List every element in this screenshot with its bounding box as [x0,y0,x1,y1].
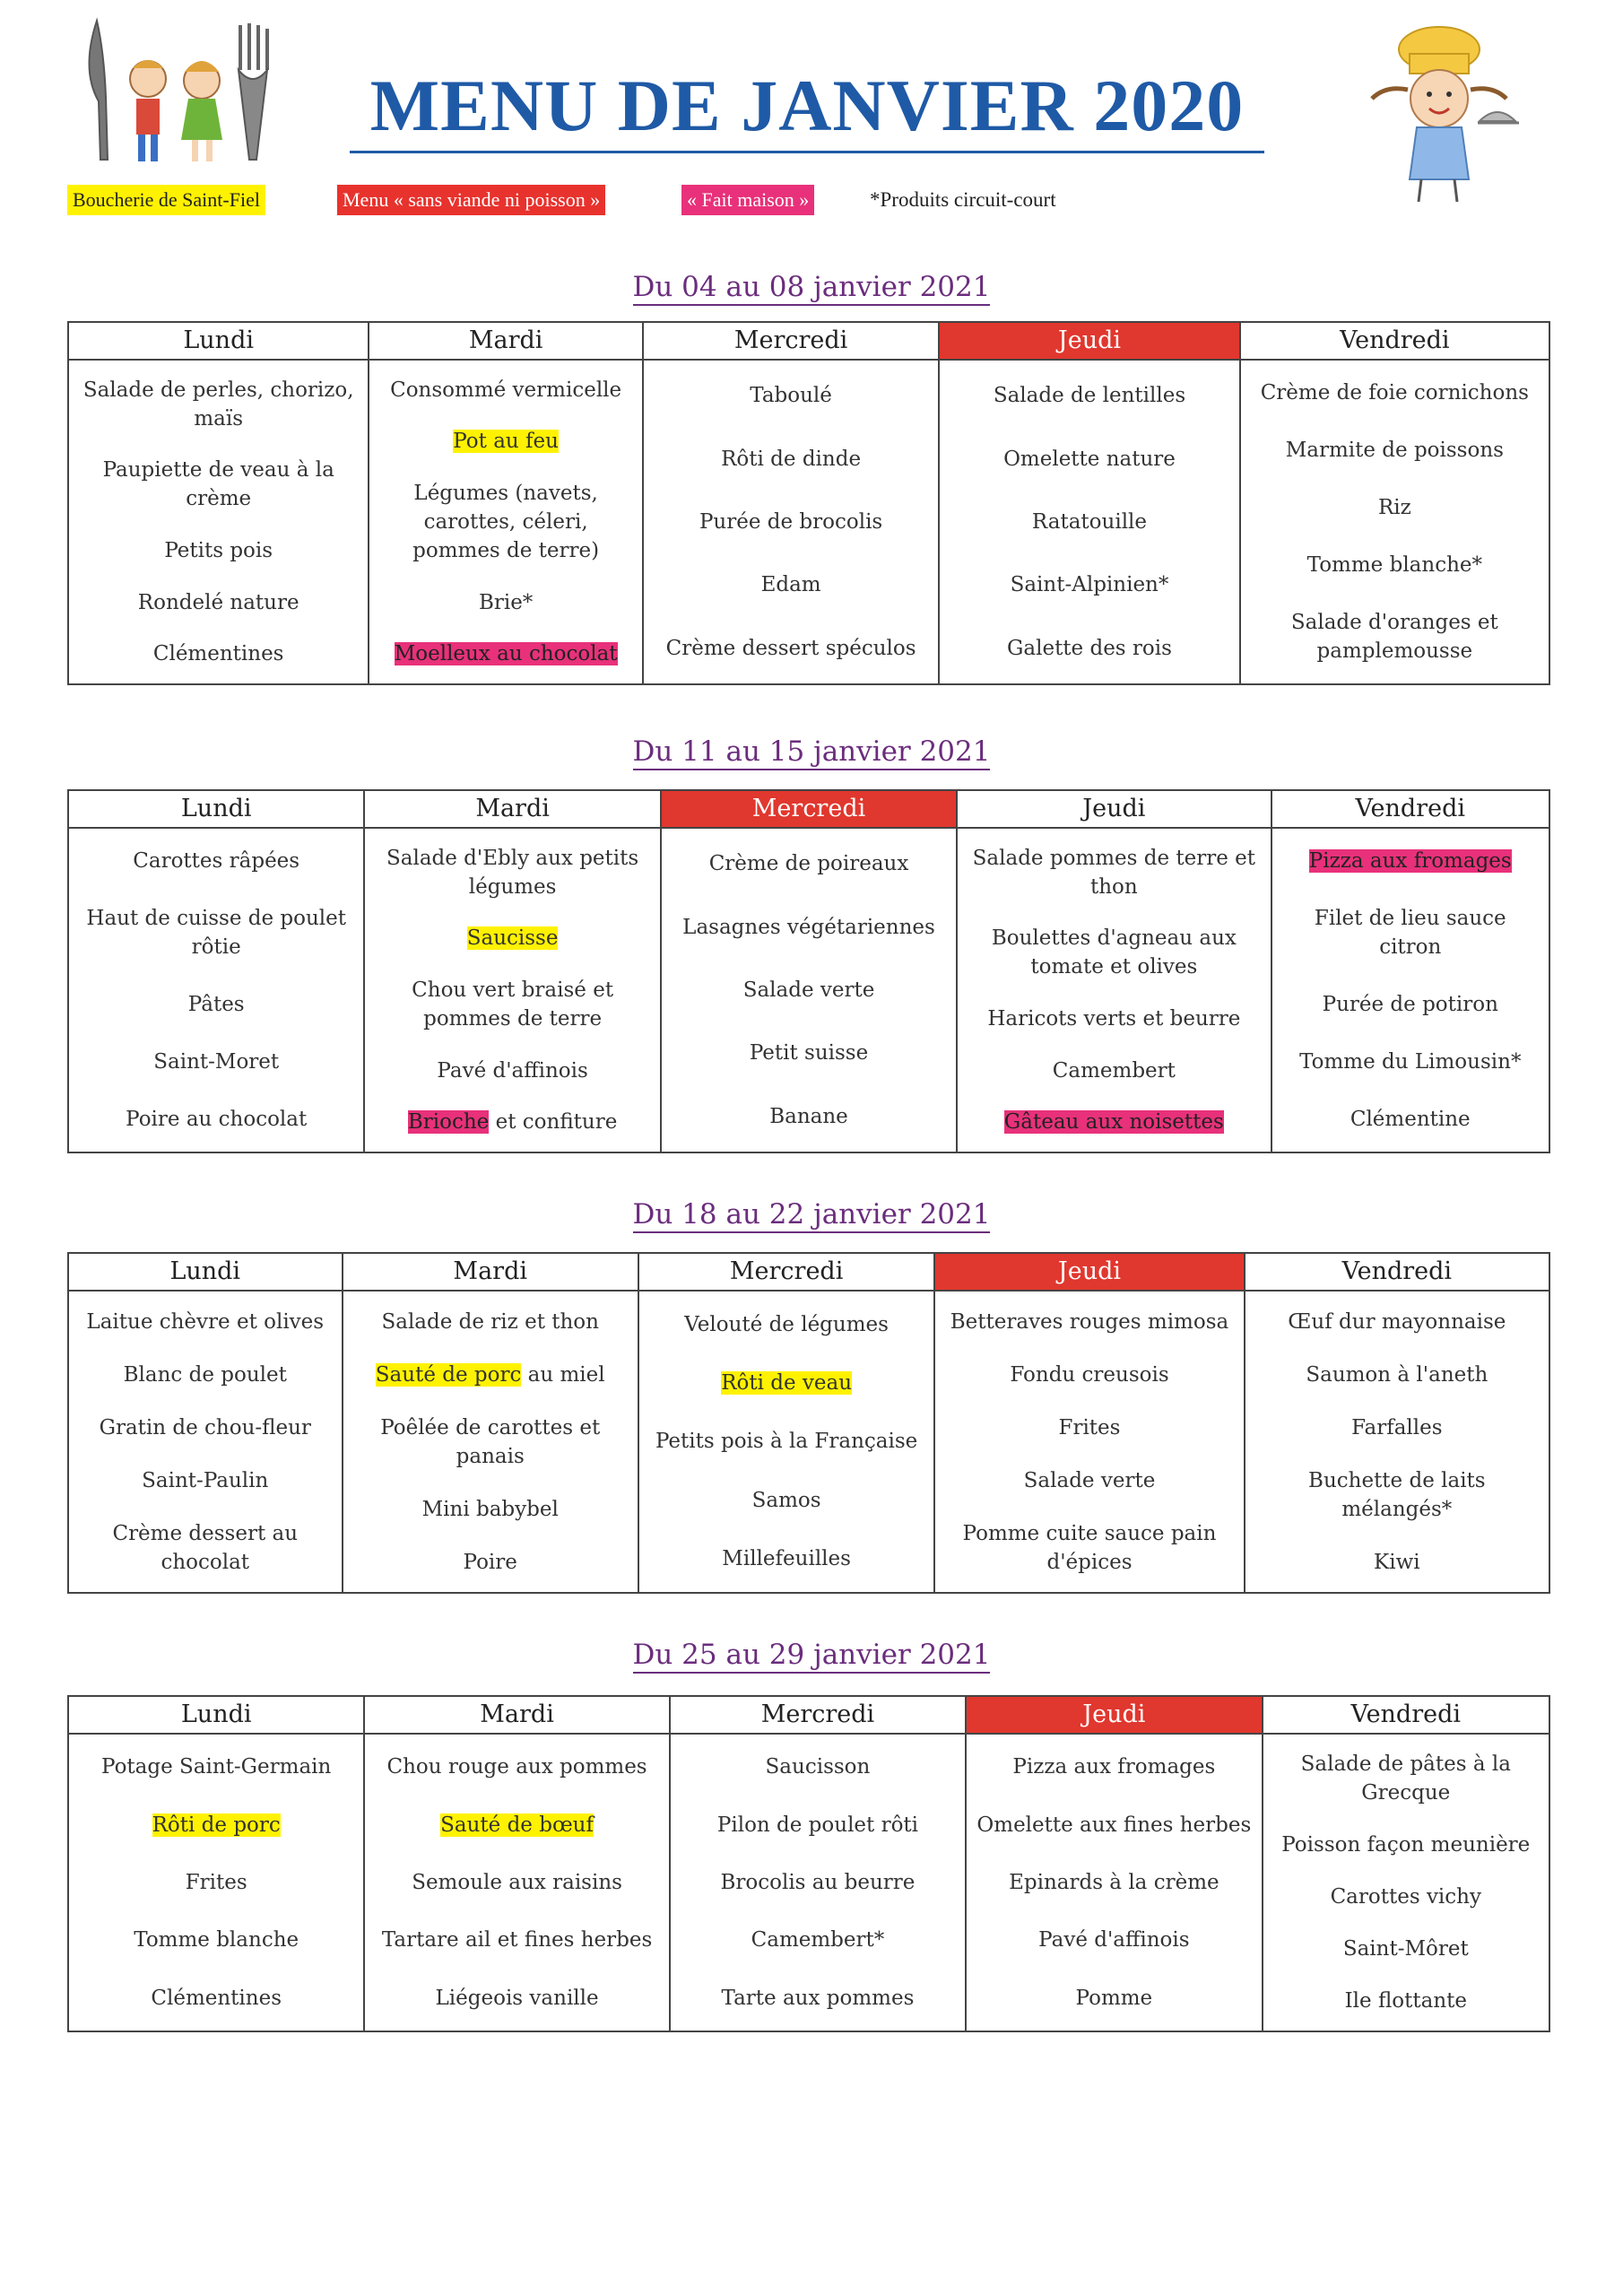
menu-item-text: Saint-Moret [153,1050,280,1074]
menu-item [967,924,1261,981]
day-items [1272,829,1549,1152]
menu-item-text: Frites [1058,1415,1121,1439]
legend-homemade: « Fait maison » [681,185,814,215]
day-column [69,323,369,683]
menu-item [352,1308,629,1336]
menu-item [1250,551,1540,579]
day-column [69,791,365,1152]
day-header: Mercredi [644,323,938,361]
menu-item [944,1519,1234,1577]
day-column [365,791,661,1152]
day-header: Mardi [365,1697,668,1735]
menu-item-text: Betteraves rouges mimosa [950,1309,1229,1334]
homemade-highlight: Pizza aux fromages [1308,849,1512,873]
menu-item [78,1361,333,1389]
day-items [1241,361,1549,683]
menu-item-text: Liégeois vanille [435,1986,599,2010]
menu-item [967,1108,1261,1136]
menu-item [78,1519,333,1577]
menu-item-text: Gratin de chou-fleur [99,1415,311,1439]
menu-item [78,1811,354,1839]
menu-item [949,508,1229,536]
day-items [1245,1292,1549,1592]
menu-item-text: Salade de perles, chorizo, maïs [82,378,354,430]
menu-item-text: Pilon de poulet rôti [716,1813,919,1837]
day-items [671,1735,965,2031]
menu-item-text: Camembert [1052,1058,1176,1083]
menu-item [374,1811,659,1839]
day-column [1263,1697,1549,2031]
menu-item [1254,1413,1540,1442]
menu-item-text: et confiture [489,1110,618,1135]
menu-item [1281,1048,1541,1076]
menu-item [949,445,1229,474]
week-title [0,1639,1623,1671]
menu-item-text: Carottes râpées [133,849,300,873]
kids-cutlery-illustration [72,16,278,169]
menu-item-text: Marmite de poissons [1285,439,1504,462]
legend-local: *Produits circuit-court [870,188,1056,211]
menu-item [680,1984,956,2013]
menu-item [976,1926,1252,1954]
menu-item [976,1868,1252,1897]
menu-item-text: Clémentines [152,642,284,666]
day-items [343,1292,638,1592]
day-header: Jeudi [958,791,1270,829]
menu-item-text: Filet de lieu sauce citron [1314,907,1506,959]
menu-item-text: Velouté de légumes [684,1312,889,1336]
menu-item-text: Salade d'Ebly aux petits légumes [386,846,639,899]
menu-item [374,1984,659,2013]
day-header: Mardi [343,1254,638,1292]
menu-item-text: Crème dessert au chocolat [112,1521,299,1574]
menu-item-text: Ile flottante [1344,1989,1467,2013]
menu-item [374,1752,659,1781]
day-header: Mercredi [639,1254,933,1292]
menu-item [976,1752,1252,1781]
day-column [662,791,958,1152]
menu-item [1272,1935,1540,1963]
day-items [69,361,368,683]
menu-item [1250,378,1540,407]
menu-item [680,1868,956,1897]
legend-butcher: Boucherie de Saint-Fiel [67,185,265,215]
menu-item [78,536,359,565]
menu-item-text: Petits pois à la Française [655,1430,918,1454]
day-items [369,361,642,683]
day-items [662,829,956,1152]
day-header: Vendredi [1263,1697,1549,1735]
day-column [369,323,644,683]
menu-item-text: Omelette aux fines herbes [976,1813,1252,1837]
menu-item [78,847,354,875]
menu-item [976,1984,1252,2013]
page-title: MENU DE JANVIER 2020 [350,63,1264,153]
menu-item-text: Légumes (navets, carottes, céleri, pommes de terre) [412,481,600,562]
menu-item-text: Laitue chèvre et olives [86,1309,325,1334]
menu-item [374,1108,650,1136]
butcher-highlight: Sauté de bœuf [440,1813,595,1837]
menu-item [949,570,1229,599]
menu-item-text: Semoule aux raisins [412,1870,622,1894]
menu-item [671,976,947,1004]
menu-item [78,376,359,433]
menu-item-text: Crème de foie cornichons [1260,381,1529,404]
menu-item-text: Pomme cuite sauce pain d'épices [962,1521,1217,1574]
menu-item [352,1361,629,1389]
menu-item-text: Edam [760,573,821,597]
menu-item-text: Crème dessert spéculos [665,636,916,660]
menu-item [671,913,947,942]
menu-item-text: Haut de cuisse de poulet rôtie [86,907,346,959]
menu-item-text: Petits pois [164,538,273,562]
menu-item-text: Tomme blanche* [1306,553,1483,577]
menu-item-text: Frites [185,1870,247,1894]
day-header: Lundi [69,791,363,829]
menu-item [374,844,650,901]
menu-item [653,570,929,599]
menu-item-text: Epinards à la crème [1009,1870,1219,1894]
menu-item [680,1926,956,1954]
menu-item [1254,1361,1540,1389]
day-column [69,1697,365,2031]
day-items [644,361,938,683]
week-table [67,789,1550,1153]
menu-item-text: Saint-Paulin [142,1468,269,1492]
butcher-highlight: Saucisse [466,926,559,951]
menu-item-text: au miel [521,1362,605,1387]
day-column [365,1697,670,2031]
menu-item [976,1811,1252,1839]
week-title-text: Du 25 au 29 janvier 2021 [633,1639,991,1674]
menu-item-text: Galette des rois [1007,636,1172,660]
menu-item-text: Crème de poireaux [708,852,909,876]
day-header: Vendredi [1241,323,1549,361]
menu-item-text: Clémentines [151,1986,282,2010]
menu-item-text: Banane [769,1104,848,1128]
menu-item [1254,1308,1540,1336]
menu-item [1250,608,1540,665]
butcher-highlight: Pot au feu [453,430,559,454]
menu-item [78,904,354,961]
day-column [69,1254,343,1592]
menu-item-text: Saint-Alpinien* [1010,573,1169,597]
menu-item [78,588,359,617]
menu-item [648,1427,924,1456]
menu-item-text: Camembert* [751,1928,885,1952]
day-column [1272,791,1549,1152]
legend-vegetarian: Menu « sans viande ni poisson » [337,185,605,215]
day-header: Jeudi [935,1254,1243,1292]
menu-item-text: Rondelé nature [137,590,299,614]
menu-item [653,381,929,410]
menu-item [1254,1466,1540,1524]
menu-item [78,1308,333,1336]
menu-item [378,588,633,617]
menu-item [78,1868,354,1897]
menu-item-text: Poire au chocolat [126,1108,308,1131]
day-items [69,1735,363,2031]
day-header: Mardi [369,323,642,361]
week-title [0,735,1623,768]
menu-item [78,1105,354,1134]
menu-item-text: Haricots verts et beurre [987,1006,1241,1031]
day-header: Lundi [69,1697,363,1735]
menu-item [648,1310,924,1339]
menu-item-text: Salade de riz et thon [381,1309,599,1334]
week-title-text: Du 11 au 15 janvier 2021 [633,735,991,770]
menu-item [78,990,354,1019]
menu-item-text: Poisson façon meunière [1281,1833,1531,1857]
menu-item [78,1984,354,2013]
day-items [69,1292,342,1592]
menu-item [967,1004,1261,1033]
menu-item [374,976,650,1033]
menu-item-text: Taboulé [750,384,832,408]
menu-item [78,639,359,668]
menu-item [653,508,929,536]
day-column [940,323,1240,683]
day-header: Mardi [365,791,659,829]
menu-item-text: Salade verte [742,978,875,1002]
menu-item-text: Saint-Môret [1342,1937,1469,1961]
menu-item [653,634,929,663]
menu-item-text: Tomme blanche [134,1928,299,1952]
menu-item [378,427,633,456]
menu-item-text: Salade pommes de terre et thon [972,846,1256,899]
menu-item [944,1413,1234,1442]
menu-item-text: Tarte aux pommes [721,1986,915,2010]
day-column [639,1254,935,1592]
menu-item-text: Saumon à l'aneth [1306,1362,1488,1387]
day-column [967,1697,1263,2031]
menu-item-text: Buchette de laits mélangés* [1308,1468,1486,1521]
menu-item-text: Carottes vichy [1330,1885,1481,1909]
menu-item [653,445,929,474]
week-title [0,271,1623,303]
menu-item-text: Poire [463,1550,517,1574]
menu-item-text: Purée de brocolis [699,509,883,534]
day-items [967,1735,1261,2031]
menu-item-text: Salade d'oranges et pamplemousse [1290,611,1498,663]
homemade-highlight: Moelleux au chocolat [394,642,618,666]
week-table [67,1695,1550,2032]
menu-item [967,844,1261,901]
menu-item-text: Chou rouge aux pommes [386,1755,647,1779]
menu-item [378,376,633,404]
menu-item-text: Salade de lentilles [993,384,1186,408]
menu-item-text: Petit suisse [749,1041,869,1065]
menu-item-text: Farfalles [1351,1415,1443,1439]
menu-item-text: Paupiette de veau à la crème [102,458,334,511]
day-column [1241,323,1549,683]
menu-item-text: Kiwi [1374,1550,1420,1574]
week-title-text: Du 04 au 08 janvier 2021 [633,271,991,306]
menu-item [680,1752,956,1781]
day-column [343,1254,639,1592]
menu-item [1281,847,1541,875]
menu-item [374,1868,659,1897]
legend [0,185,1623,221]
menu-item [1272,1750,1540,1807]
butcher-highlight: Sauté de porc [375,1362,522,1387]
menu-item-text: Pomme [1075,1986,1153,2010]
day-items [940,361,1238,683]
menu-item-text: Œuf dur mayonnaise [1288,1309,1506,1334]
week-table [67,1252,1550,1594]
week-title-text: Du 18 au 22 janvier 2021 [633,1198,991,1233]
menu-item [648,1486,924,1515]
menu-item-text: Potage Saint-Germain [101,1755,332,1779]
menu-item-text: Tartare ail et fines herbes [381,1928,653,1952]
menu-item [1281,1105,1541,1134]
menu-item-text: Brocolis au beurre [720,1870,916,1894]
menu-item [352,1413,629,1471]
menu-item [944,1308,1234,1336]
menu-item-text: Pavé d'affinois [1038,1928,1190,1952]
day-header: Jeudi [967,1697,1261,1735]
day-items [365,829,659,1152]
week-title [0,1198,1623,1231]
menu-item [1250,436,1540,465]
menu-item-text: Pizza aux fromages [1012,1755,1216,1779]
butcher-highlight: Rôti de veau [721,1371,853,1396]
day-column [958,791,1271,1152]
menu-item [671,849,947,878]
menu-item [1281,904,1541,961]
day-items [365,1735,668,2031]
menu-item [78,1048,354,1076]
menu-item-text: Mini babybel [421,1497,559,1521]
menu-item [648,1544,924,1573]
menu-item [378,479,633,565]
menu-item [1281,990,1541,1019]
menu-item-text: Tomme du Limousin* [1299,1050,1522,1074]
day-items [935,1292,1243,1592]
menu-item [648,1369,924,1397]
menu-item [944,1466,1234,1495]
menu-item-text: Poêlée de carottes et panais [380,1415,601,1468]
homemade-highlight: Brioche [407,1110,490,1135]
day-items [69,829,363,1152]
menu-item-text: Pavé d'affinois [437,1058,588,1083]
menu-item-text: Consommé vermicelle [390,378,622,402]
day-column [644,323,940,683]
menu-item-text: Ratatouille [1031,509,1148,534]
menu-item-text: Lasagnes végétariennes [682,915,935,939]
menu-item-text: Pâtes [187,993,245,1016]
menu-item [680,1811,956,1839]
menu-item [78,1926,354,1954]
day-header: Mercredi [662,791,956,829]
menu-item-text: Saucisson [765,1755,871,1779]
chef-kid-illustration [1354,22,1533,211]
menu-item-text: Salade de pâtes à la Grecque [1300,1752,1511,1805]
menu-item-text: Omelette nature [1003,447,1176,471]
menu-item-text: Millefeuilles [722,1547,851,1571]
menu-item-text: Brie* [478,590,534,614]
menu-item [378,639,633,668]
day-header: Lundi [69,1254,342,1292]
day-items [958,829,1270,1152]
menu-item [78,456,359,513]
menu-item [671,1039,947,1067]
menu-item [967,1057,1261,1085]
menu-item-text: Chou vert braisé et pommes de terre [412,978,614,1031]
menu-item-text: Riz [1377,496,1411,519]
menu-item-text: Clémentine [1350,1108,1471,1131]
day-column [671,1697,967,2031]
menu-item [78,1752,354,1781]
menu-item-text: Rôti de dinde [721,447,862,471]
menu-item-text: Salade verte [1023,1468,1156,1492]
menu-item [1272,1831,1540,1859]
menu-item [949,634,1229,663]
day-items [1263,1735,1549,2031]
menu-item [949,381,1229,410]
day-header: Mercredi [671,1697,965,1735]
day-header: Lundi [69,323,368,361]
menu-item [1250,493,1540,522]
menu-item [1272,1883,1540,1911]
menu-item-text: Samos [751,1488,821,1512]
menu-item-text: Purée de potiron [1322,993,1498,1016]
menu-item [944,1361,1234,1389]
day-header: Vendredi [1272,791,1549,829]
menu-item-text: Blanc de poulet [123,1362,287,1387]
day-column [935,1254,1245,1592]
week-table [67,321,1550,685]
day-items [639,1292,933,1592]
homemade-highlight: Gâteau aux noisettes [1003,1110,1224,1135]
day-header: Vendredi [1245,1254,1549,1292]
menu-item [352,1548,629,1577]
menu-item [78,1413,333,1442]
menu-item-text: Fondu creusois [1010,1362,1169,1387]
menu-item [374,1057,650,1085]
menu-item [352,1495,629,1524]
menu-item [671,1102,947,1131]
menu-item [374,924,650,952]
menu-item [78,1466,333,1495]
day-header: Jeudi [940,323,1238,361]
menu-item [1254,1548,1540,1577]
menu-item [374,1926,659,1954]
butcher-highlight: Rôti de porc [152,1813,281,1837]
menu-item [1272,1987,1540,2015]
day-column [1245,1254,1549,1592]
menu-item-text: Boulettes d'agneau aux tomate et olives [991,926,1237,979]
